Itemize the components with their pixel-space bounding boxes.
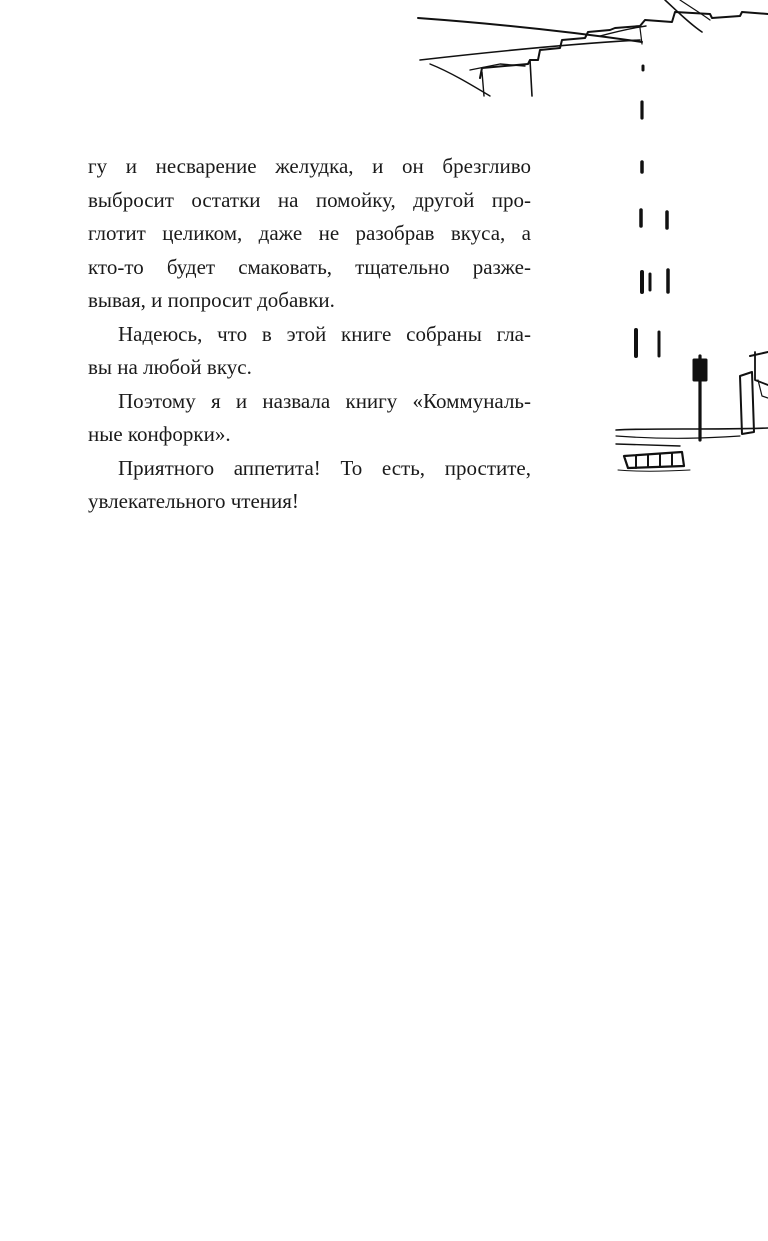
text-line: вы на любой вкус.: [88, 355, 252, 379]
text-line: выбросит остатки на помойку, другой про-: [88, 187, 531, 212]
text-line: увлекательного чтения!: [88, 489, 299, 513]
text-line: глотит целиком, даже не разобрав вкуса, а: [88, 221, 531, 245]
text-line: кто-то будет смаковать, тщательно разже-: [88, 254, 531, 279]
text-line: Надеюсь, что в этой книге собраны гла-: [118, 321, 531, 346]
text-line: ные конфорки».: [88, 422, 231, 446]
text-line: Поэтому я и назвала книгу «Коммуналь-: [118, 388, 531, 413]
text-line: Приятного аппетита! То есть, простите,: [118, 455, 531, 480]
body-text: [88, 150, 531, 519]
text-line: гу и несварение желудка, и он брезгливо: [88, 154, 531, 178]
text-line: вывая, и попросит добавки.: [88, 288, 335, 312]
